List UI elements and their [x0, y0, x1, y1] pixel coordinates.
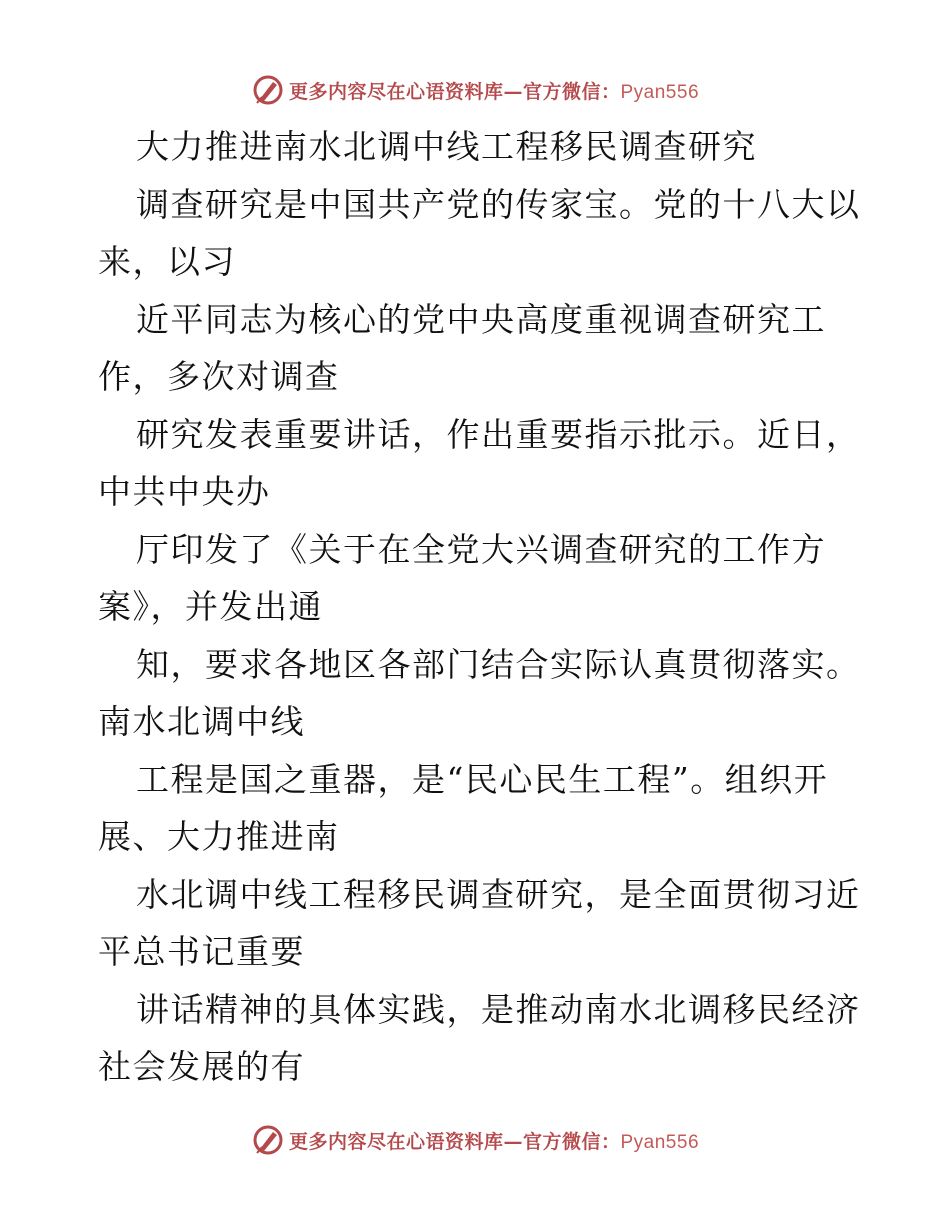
document-title: 大力推进南水北调中线工程移民调查研究	[136, 127, 757, 166]
text-line: 水北调中线工程移民调查研究，是全面贯彻习近	[136, 874, 861, 914]
text-line: 社会发展的有	[98, 1047, 305, 1086]
header-watermark	[0, 70, 950, 110]
footer-watermark	[0, 1120, 950, 1160]
watermark-text: 更多内容尽在心语资料库—官方微信：Pyan556	[288, 80, 700, 103]
text-line: 南水北调中线	[98, 702, 305, 741]
text-line: 知，要求各地区各部门结合实际认真贯彻落实。	[136, 644, 861, 684]
text-line: 研究发表重要讲话，作出重要指示批示。近日，	[136, 414, 861, 454]
text-line: 调查研究是中国共产党的传家宝。党的十八大以	[136, 184, 861, 224]
text-line: 来，以习	[98, 242, 236, 281]
document-body	[98, 118, 861, 1096]
quill-pen-icon	[251, 1123, 285, 1157]
text-line: 平总书记重要	[98, 932, 305, 971]
text-line: 展、大力推进南	[98, 817, 340, 856]
text-line: 讲话精神的具体实践，是推动南水北调移民经济	[136, 989, 861, 1029]
quill-pen-icon	[251, 73, 285, 107]
text-line: 作，多次对调查	[98, 357, 340, 396]
text-line: 中共中央办	[98, 472, 271, 511]
text-line: 案》，并发出通	[98, 587, 323, 626]
text-line: 厅印发了《关于在全党大兴调查研究的工作方	[136, 529, 826, 569]
text-line: 近平同志为核心的党中央高度重视调查研究工	[136, 299, 826, 339]
text-line: 工程是国之重器，是“民心民生工程”。组织开	[136, 759, 829, 799]
watermark-text: 更多内容尽在心语资料库—官方微信：Pyan556	[288, 1130, 700, 1153]
